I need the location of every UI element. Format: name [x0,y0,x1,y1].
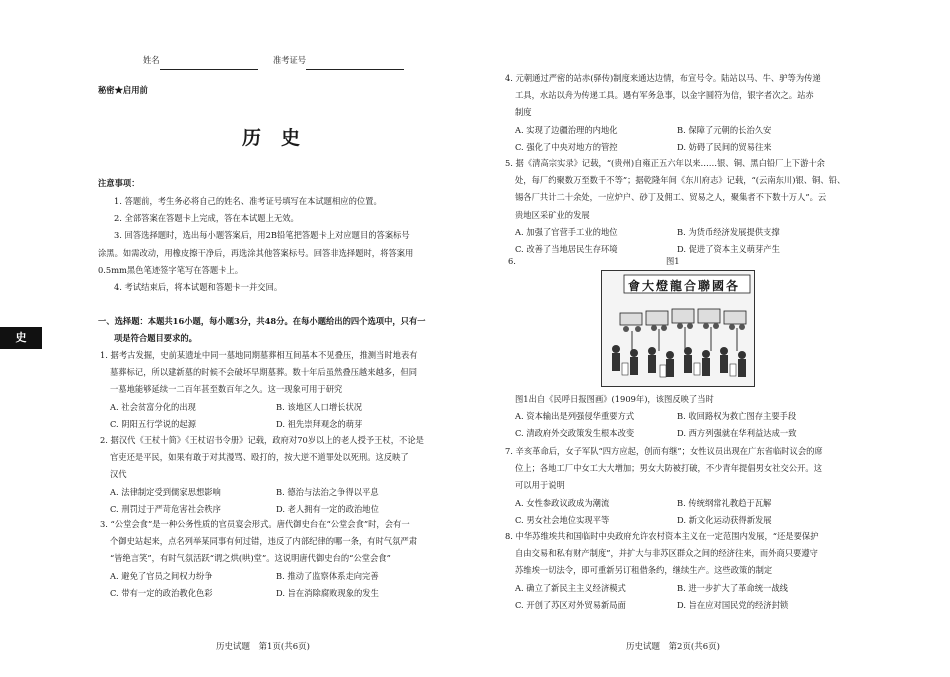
option-d[interactable]: D. 妨碍了民间的贸易往来 [677,141,772,152]
option-d[interactable]: D. 促进了资本主义萌芽产生 [677,243,780,254]
section-heading [98,313,460,347]
question-8 [505,528,857,614]
option-row [100,585,460,602]
exam-no-blank [306,59,404,70]
question-stem-line: 7. 辛亥革命后，女子军队“四方应起，创而有继”；女性议员出现在广东省临时议会的席 [505,446,823,456]
question-7 [505,443,857,529]
option-row [100,568,460,585]
option-b[interactable]: B. 德治与法治之争得以平息 [276,486,379,497]
option-d[interactable]: D. 新文化运动获得新发展 [677,514,772,525]
option-c[interactable]: C. 阴阳五行学说的起源 [110,418,196,429]
option-row [505,580,857,597]
question-stem-line: 3. “公堂会食”是一种公务性质的官员宴会形式。唐代御史台在“公堂会食”时，会有一 [100,519,410,529]
option-c[interactable]: C. 男女社会地位实现平等 [515,514,610,525]
option-b[interactable]: B. 传统纲常礼教趋于瓦解 [677,497,772,508]
option-row [505,224,857,241]
name-field [143,52,404,70]
option-d[interactable]: D. 老人拥有一定的政治地位 [276,503,379,514]
option-row [505,597,857,614]
option-b[interactable]: B. 为货币经济发展提供支撑 [677,226,780,237]
section-heading-line: 一、选择题：本题共16小题，每小题3分，共48分。在每小题给出的四个选项中，只有一 [98,316,426,326]
option-b[interactable]: B. 保障了元朝的长治久安 [677,124,772,135]
option-a[interactable]: A. 避免了官员之间权力纷争 [110,570,213,581]
question-stem-line: 一墓地能够延续一二百年甚至数百年之久。这一现象可用于研究 [110,384,343,395]
option-row [100,416,460,433]
option-d[interactable]: D. 旨在应对国民党的经济封锁 [677,599,789,610]
question-stem-line: 制度 [515,107,532,118]
figure-banner-text: 會大燈龍合聯國各 [628,279,741,293]
option-c[interactable]: C. 带有一定的政治教化色彩 [110,587,213,598]
question-1 [100,347,460,433]
option-row [505,122,857,139]
question-stem-line: 处，每厂约聚数万至数千不等”；据乾隆年间《东川府志》记载，“(云南东川)银、铜、铅、 [515,175,846,186]
notice-line: 4. 考试结束后，将本试题和答题卡一并交回。 [114,282,283,293]
option-row [505,495,857,512]
option-row [505,512,857,529]
question-4 [505,70,857,156]
question-stem-line: “皆绝言笑”，有时气氛活跃“谓之烘(哄)堂”。这说明唐代御史台的“公堂会食” [110,553,391,564]
question-stem-line: 2. 据汉代《王杖十简》《王杖诏书令册》记载，政府对70岁以上的老人授予王杖，不论是 [100,435,424,445]
option-c[interactable]: C. 清政府外交政策发生根本改变 [515,428,635,439]
option-d[interactable]: D. 旨在消除腐败现象的发生 [276,587,379,598]
question-stem-line: 个御史站起来，点名列举某同事有何过错，违反了内部纪律的哪一条，有时气氛严肃 [110,536,417,547]
notice-line: 2. 全部答案在答题卡上完成，答在本试题上无效。 [114,213,299,224]
question-stem-line: 1. 据考古发掘，史前某遗址中同一墓地同期墓葬相互间基本不见叠压，推测当时地表有 [100,350,418,360]
question-stem-line: 官吏还是平民，如果有敢于对其漫骂、殴打的，按大逆不道罪处以死刑。这反映了 [110,452,409,463]
question-stem-line: 位上；各地工厂中女工大大增加；男女大防被打破，不少青年提倡男女社交公开。这 [515,463,822,474]
option-c[interactable]: C. 改善了当地居民生存环境 [515,243,618,254]
option-b[interactable]: B. 推动了监察体系走向完善 [276,570,379,581]
option-a[interactable]: A. 加强了官营手工业的地位 [515,226,618,237]
question-stem-line: 图1出自《民呼日报图画》(1909年)，该图反映了当时 [515,394,714,404]
question-stem-line: 贵地区采矿业的发展 [515,209,590,220]
section-heading-line: 项是符合题目要求的。 [114,333,197,344]
name-blank [160,59,258,70]
question-6 [505,391,857,442]
option-row [100,484,460,501]
option-a[interactable]: A. 实现了边疆治理的内地化 [515,124,618,135]
notice-heading: 注意事项： [98,178,140,188]
option-a[interactable]: A. 法律制定受到儒家思想影响 [110,486,221,497]
option-row [505,408,857,425]
question-3 [100,516,460,602]
figure-label: 图1 [666,256,680,266]
option-b[interactable]: B. 该地区人口增长状况 [276,401,363,412]
question-stem-line: 5. 据《清高宗实录》记载，“(贵州)自雍正五六年以来……银、铜、黑白铅厂上下游十余 [505,158,825,168]
option-a[interactable]: A. 资本输出是列强侵华重要方式 [515,411,635,422]
option-b[interactable]: B. 进一步扩大了革命统一战线 [677,582,788,593]
question-stem-line: 汉代 [110,469,127,480]
question-5 [505,155,857,258]
page-footer-right: 历史试题 第2页(共6页) [626,642,720,652]
option-c[interactable]: C. 强化了中央对地方的管控 [515,141,618,152]
option-a[interactable]: A. 女性参政议政成为潮流 [515,497,610,508]
notice-line: 0.5mm黑色笔迹签字笔写在答题卡上。 [98,264,244,275]
secret-mark: 秘密★启用前 [98,85,148,95]
cartoon-figure [601,270,755,387]
notice-line: 1. 答题前，考生务必将自己的姓名、准考证号填写在本试题相应的位置。 [114,196,382,206]
option-row [100,399,460,416]
name-label: 姓名 [143,55,160,65]
subject-side-tab: 史 [0,327,42,349]
option-d[interactable]: D. 西方列强就在华利益达成一致 [677,428,797,439]
option-row [505,241,857,258]
option-a[interactable]: A. 确立了新民主主义经济模式 [515,582,626,593]
question-2 [100,432,460,518]
question-stem-line: 4. 元朝通过严密的站赤(驿传)制度来通达边情，布宣号令。陆站以马、牛、驴等为传递 [505,73,821,83]
option-a[interactable]: A. 社会贫富分化的出现 [110,401,196,412]
option-d[interactable]: D. 祖先崇拜观念的萌芽 [276,418,363,429]
option-row [505,139,857,156]
option-c[interactable]: C. 开创了苏区对外贸易新局面 [515,599,626,610]
notice-line: 3. 回答选择题时，选出每小题答案后，用2B铅笔把答题卡上对应题目的答案标号 [114,230,410,241]
page-footer-left: 历史试题 第1页(共6页) [216,642,310,652]
question-stem-line: 8. 中华苏维埃共和国临时中央政府允许农村资本主义在一定范围内发展，“还是要保护 [505,531,819,541]
exam-no-label: 准考证号 [272,55,307,65]
subject-title: 历史 [242,127,321,149]
question-stem-line: 苏维埃一切法令，即可重新另订租借条约，继续生产。这些政策的制定 [515,565,773,576]
question-stem-line: 锡各厂共计二十余处，一应炉户、砂丁及佣工、贸易之人，聚集者不下数十万人”。云 [515,192,827,203]
option-row [505,425,857,442]
question-6-number: 6. [508,256,516,266]
notice-line: 涂黑。如需改动，用橡皮擦干净后，再选涂其他答案标号。回答非选择题时，将答案用 [98,247,414,258]
notice-list [98,193,458,296]
question-stem-line: 自由交易和私有财产制度”，并扩大与非苏区群众之间的经济往来，而外商只要遵守 [515,548,818,559]
question-stem-line: 可以用于说明 [515,480,565,491]
question-stem-line: 墓葬标记，所以建新墓的时候不会破坏早期墓葬。数十年后虽然叠压越来越多，但同 [110,367,417,378]
question-stem-line: 工具，水站以舟为传递工具。遇有军务急事，以金字圆符为信，银字者次之。站赤 [515,90,814,101]
option-c[interactable]: C. 刑罚过于严苛危害社会秩序 [110,503,221,514]
option-b[interactable]: B. 收回路权为救亡图存主要手段 [677,411,797,422]
